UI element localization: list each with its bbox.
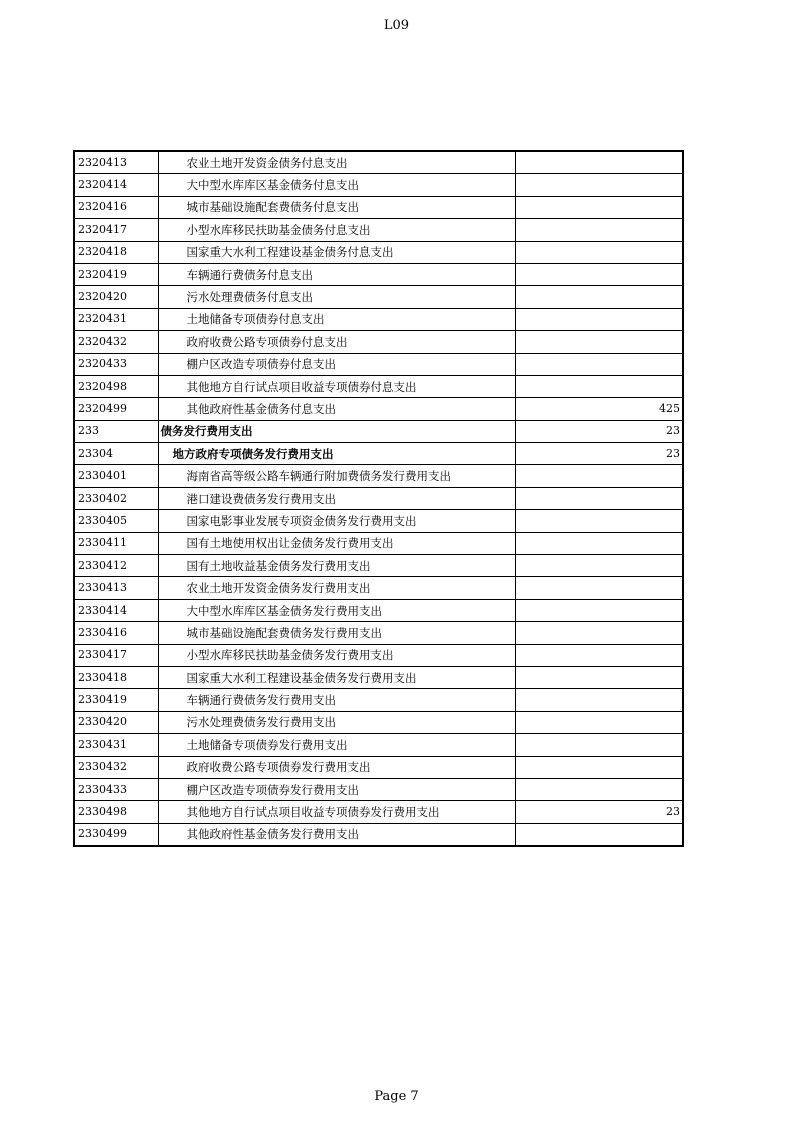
row-code: 2330433	[74, 778, 158, 800]
row-amount	[515, 151, 683, 174]
row-item-name: 车辆通行费债务发行费用支出	[158, 689, 515, 711]
row-code: 2330405	[74, 510, 158, 532]
row-item-name: 土地储备专项债券发行费用支出	[158, 734, 515, 756]
row-amount: 23	[515, 443, 683, 465]
row-code: 23304	[74, 443, 158, 465]
row-amount: 425	[515, 398, 683, 420]
row-code: 2320419	[74, 263, 158, 285]
row-code: 2330498	[74, 801, 158, 823]
row-item-name: 政府收费公路专项债券发行费用支出	[158, 756, 515, 778]
row-amount	[515, 622, 683, 644]
row-item-name: 污水处理费债务发行费用支出	[158, 711, 515, 733]
budget-table-body	[74, 151, 683, 846]
row-item-name: 其他地方自行试点项目收益专项债券发行费用支出	[158, 801, 515, 823]
row-amount	[515, 599, 683, 621]
row-item-name: 债务发行费用支出	[158, 420, 515, 442]
row-amount	[515, 756, 683, 778]
table-row	[74, 375, 683, 397]
row-item-name: 城市基础设施配套费债务发行费用支出	[158, 622, 515, 644]
row-item-name: 城市基础设施配套费债务付息支出	[158, 196, 515, 218]
row-item-name: 地方政府专项债务发行费用支出	[158, 443, 515, 465]
table-row	[74, 801, 683, 823]
table-row	[74, 353, 683, 375]
page-number: Page 7	[374, 1089, 419, 1104]
row-item-name: 海南省高等级公路车辆通行附加费债务发行费用支出	[158, 465, 515, 487]
table-row	[74, 443, 683, 465]
table-row	[74, 555, 683, 577]
row-amount	[515, 241, 683, 263]
page-header-code: L09	[383, 18, 410, 33]
table-row	[74, 151, 683, 174]
table-row	[74, 666, 683, 688]
row-amount	[515, 465, 683, 487]
row-amount	[515, 263, 683, 285]
row-code: 2320499	[74, 398, 158, 420]
row-amount	[515, 555, 683, 577]
row-code: 2320413	[74, 151, 158, 174]
row-item-name: 农业土地开发资金债务发行费用支出	[158, 577, 515, 599]
table-row	[74, 196, 683, 218]
row-item-name: 政府收费公路专项债券付息支出	[158, 331, 515, 353]
row-amount	[515, 331, 683, 353]
table-row	[74, 644, 683, 666]
row-amount	[515, 196, 683, 218]
table-row	[74, 487, 683, 509]
row-item-name: 大中型水库库区基金债务发行费用支出	[158, 599, 515, 621]
table-row	[74, 263, 683, 285]
row-code: 2320416	[74, 196, 158, 218]
row-code: 2330420	[74, 711, 158, 733]
row-code: 233	[74, 420, 158, 442]
row-code: 2330419	[74, 689, 158, 711]
row-item-name: 国家重大水利工程建设基金债务付息支出	[158, 241, 515, 263]
row-item-name: 港口建设费债务发行费用支出	[158, 487, 515, 509]
table-row	[74, 420, 683, 442]
row-amount	[515, 577, 683, 599]
row-code: 2330401	[74, 465, 158, 487]
table-row	[74, 308, 683, 330]
row-amount	[515, 532, 683, 554]
row-amount	[515, 219, 683, 241]
row-amount	[515, 666, 683, 688]
table-row	[74, 286, 683, 308]
row-amount	[515, 375, 683, 397]
row-item-name: 其他政府性基金债务付息支出	[158, 398, 515, 420]
row-code: 2320433	[74, 353, 158, 375]
row-code: 2330402	[74, 487, 158, 509]
table-row	[74, 711, 683, 733]
table-row	[74, 823, 683, 846]
row-item-name: 国有土地收益基金债务发行费用支出	[158, 555, 515, 577]
row-item-name: 其他政府性基金债务发行费用支出	[158, 823, 515, 846]
row-code: 2320414	[74, 174, 158, 196]
row-amount	[515, 308, 683, 330]
row-code: 2320417	[74, 219, 158, 241]
table-row	[74, 532, 683, 554]
table-row	[74, 577, 683, 599]
row-code: 2320498	[74, 375, 158, 397]
row-amount	[515, 734, 683, 756]
table-row	[74, 219, 683, 241]
row-item-name: 小型水库移民扶助基金债务发行费用支出	[158, 644, 515, 666]
row-amount	[515, 487, 683, 509]
table-row	[74, 241, 683, 263]
row-amount	[515, 823, 683, 846]
row-code: 2320431	[74, 308, 158, 330]
table-row	[74, 734, 683, 756]
row-item-name: 其他地方自行试点项目收益专项债券付息支出	[158, 375, 515, 397]
table-row	[74, 465, 683, 487]
table-row	[74, 398, 683, 420]
row-amount	[515, 644, 683, 666]
table-row	[74, 622, 683, 644]
row-amount: 23	[515, 801, 683, 823]
table-row	[74, 689, 683, 711]
row-code: 2330413	[74, 577, 158, 599]
row-code: 2330499	[74, 823, 158, 846]
row-item-name: 大中型水库库区基金债务付息支出	[158, 174, 515, 196]
row-code: 2330432	[74, 756, 158, 778]
row-amount	[515, 353, 683, 375]
row-code: 2320432	[74, 331, 158, 353]
row-code: 2330412	[74, 555, 158, 577]
row-code: 2330414	[74, 599, 158, 621]
row-code: 2330417	[74, 644, 158, 666]
row-code: 2320420	[74, 286, 158, 308]
row-item-name: 国家重大水利工程建设基金债务发行费用支出	[158, 666, 515, 688]
row-item-name: 污水处理费债务付息支出	[158, 286, 515, 308]
row-item-name: 小型水库移民扶助基金债务付息支出	[158, 219, 515, 241]
row-item-name: 棚户区改造专项债券付息支出	[158, 353, 515, 375]
row-amount: 23	[515, 420, 683, 442]
row-code: 2330431	[74, 734, 158, 756]
table-row	[74, 510, 683, 532]
row-amount	[515, 286, 683, 308]
table-row	[74, 174, 683, 196]
row-amount	[515, 711, 683, 733]
row-code: 2330416	[74, 622, 158, 644]
row-amount	[515, 510, 683, 532]
row-amount	[515, 778, 683, 800]
row-item-name: 国家电影事业发展专项资金债务发行费用支出	[158, 510, 515, 532]
row-code: 2330418	[74, 666, 158, 688]
row-code: 2330411	[74, 532, 158, 554]
row-amount	[515, 689, 683, 711]
table-row	[74, 331, 683, 353]
row-item-name: 国有土地使用权出让金债务发行费用支出	[158, 532, 515, 554]
row-item-name: 车辆通行费债务付息支出	[158, 263, 515, 285]
row-amount	[515, 174, 683, 196]
row-code: 2320418	[74, 241, 158, 263]
table-row	[74, 599, 683, 621]
row-item-name: 农业土地开发资金债务付息支出	[158, 151, 515, 174]
row-item-name: 土地储备专项债券付息支出	[158, 308, 515, 330]
table-row	[74, 778, 683, 800]
budget-table	[73, 150, 684, 847]
table-row	[74, 756, 683, 778]
row-item-name: 棚户区改造专项债券发行费用支出	[158, 778, 515, 800]
